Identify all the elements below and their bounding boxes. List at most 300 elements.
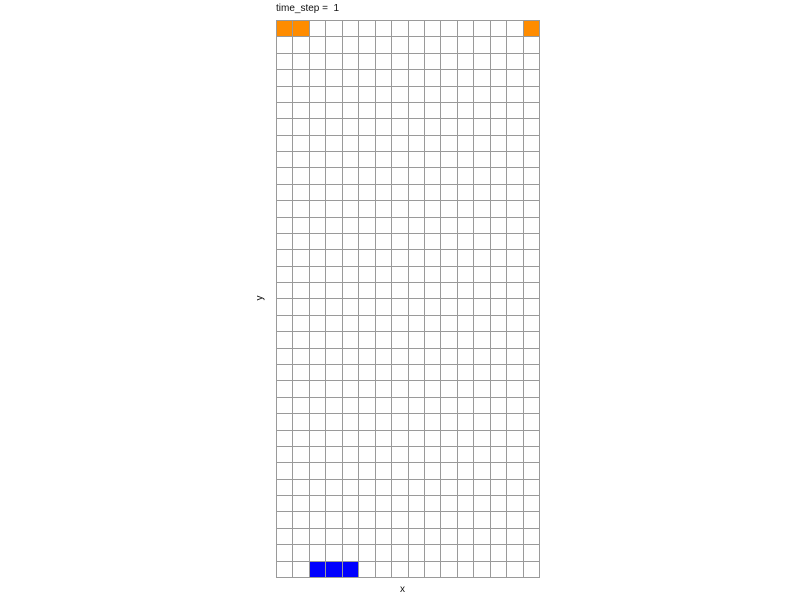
empty-cell xyxy=(507,201,523,217)
empty-cell xyxy=(441,234,457,250)
empty-cell xyxy=(343,480,359,496)
empty-cell xyxy=(524,234,540,250)
empty-cell xyxy=(474,168,490,184)
empty-cell xyxy=(392,152,408,168)
empty-cell xyxy=(326,463,342,479)
empty-cell xyxy=(441,496,457,512)
empty-cell xyxy=(409,447,425,463)
empty-cell xyxy=(343,103,359,119)
empty-cell xyxy=(359,447,375,463)
empty-cell xyxy=(277,37,293,53)
empty-cell xyxy=(392,234,408,250)
empty-cell xyxy=(343,316,359,332)
empty-cell xyxy=(458,496,474,512)
empty-cell xyxy=(359,414,375,430)
empty-cell xyxy=(277,218,293,234)
empty-cell xyxy=(392,136,408,152)
empty-cell xyxy=(277,480,293,496)
empty-cell xyxy=(474,185,490,201)
empty-cell xyxy=(507,349,523,365)
empty-cell xyxy=(343,349,359,365)
empty-cell xyxy=(359,496,375,512)
empty-cell xyxy=(310,365,326,381)
empty-cell xyxy=(376,70,392,86)
empty-cell xyxy=(524,168,540,184)
empty-cell xyxy=(441,316,457,332)
y-axis-label: y xyxy=(254,295,266,301)
empty-cell xyxy=(310,398,326,414)
game-board xyxy=(276,20,540,578)
empty-cell xyxy=(425,414,441,430)
empty-cell xyxy=(359,234,375,250)
empty-cell xyxy=(326,267,342,283)
empty-cell xyxy=(491,463,507,479)
empty-cell xyxy=(507,250,523,266)
empty-cell xyxy=(326,218,342,234)
empty-cell xyxy=(474,463,490,479)
empty-cell xyxy=(524,267,540,283)
empty-cell xyxy=(507,398,523,414)
empty-cell xyxy=(359,119,375,135)
empty-cell xyxy=(326,250,342,266)
empty-cell xyxy=(326,152,342,168)
empty-cell xyxy=(359,218,375,234)
empty-cell xyxy=(392,218,408,234)
empty-cell xyxy=(277,250,293,266)
empty-cell xyxy=(376,381,392,397)
empty-cell xyxy=(343,54,359,70)
empty-cell xyxy=(310,496,326,512)
empty-cell xyxy=(474,431,490,447)
empty-cell xyxy=(425,545,441,561)
empty-cell xyxy=(458,529,474,545)
empty-cell xyxy=(441,562,457,578)
empty-cell xyxy=(491,119,507,135)
empty-cell xyxy=(474,152,490,168)
empty-cell xyxy=(293,201,309,217)
empty-cell xyxy=(293,283,309,299)
empty-cell xyxy=(293,267,309,283)
empty-cell xyxy=(277,103,293,119)
empty-cell xyxy=(392,398,408,414)
empty-cell xyxy=(376,87,392,103)
empty-cell xyxy=(359,152,375,168)
empty-cell xyxy=(376,37,392,53)
orange-block xyxy=(293,21,309,37)
empty-cell xyxy=(524,365,540,381)
empty-cell xyxy=(458,332,474,348)
empty-cell xyxy=(491,529,507,545)
empty-cell xyxy=(491,398,507,414)
empty-cell xyxy=(524,447,540,463)
empty-cell xyxy=(277,349,293,365)
empty-cell xyxy=(392,349,408,365)
empty-cell xyxy=(343,463,359,479)
empty-cell xyxy=(441,283,457,299)
empty-cell xyxy=(343,218,359,234)
empty-cell xyxy=(409,152,425,168)
empty-cell xyxy=(524,87,540,103)
empty-cell xyxy=(474,545,490,561)
empty-cell xyxy=(343,185,359,201)
empty-cell xyxy=(392,267,408,283)
empty-cell xyxy=(507,512,523,528)
empty-cell xyxy=(343,529,359,545)
empty-cell xyxy=(359,21,375,37)
empty-cell xyxy=(310,299,326,315)
empty-cell xyxy=(441,267,457,283)
empty-cell xyxy=(376,562,392,578)
empty-cell xyxy=(359,37,375,53)
empty-cell xyxy=(441,431,457,447)
empty-cell xyxy=(310,250,326,266)
empty-cell xyxy=(293,463,309,479)
empty-cell xyxy=(326,365,342,381)
empty-cell xyxy=(277,332,293,348)
empty-cell xyxy=(491,431,507,447)
empty-cell xyxy=(524,349,540,365)
x-axis-label: x xyxy=(400,584,405,595)
empty-cell xyxy=(507,332,523,348)
empty-cell xyxy=(491,201,507,217)
empty-cell xyxy=(326,447,342,463)
empty-cell xyxy=(491,152,507,168)
empty-cell xyxy=(507,447,523,463)
empty-cell xyxy=(392,21,408,37)
empty-cell xyxy=(474,332,490,348)
empty-cell xyxy=(293,332,309,348)
empty-cell xyxy=(507,463,523,479)
empty-cell xyxy=(376,365,392,381)
empty-cell xyxy=(441,21,457,37)
empty-cell xyxy=(293,136,309,152)
empty-cell xyxy=(376,218,392,234)
empty-cell xyxy=(359,299,375,315)
empty-cell xyxy=(359,398,375,414)
empty-cell xyxy=(491,136,507,152)
empty-cell xyxy=(376,103,392,119)
empty-cell xyxy=(359,168,375,184)
empty-cell xyxy=(326,283,342,299)
empty-cell xyxy=(409,562,425,578)
empty-cell xyxy=(524,545,540,561)
empty-cell xyxy=(376,54,392,70)
empty-cell xyxy=(392,70,408,86)
empty-cell xyxy=(310,119,326,135)
empty-cell xyxy=(474,87,490,103)
empty-cell xyxy=(524,381,540,397)
empty-cell xyxy=(277,87,293,103)
empty-cell xyxy=(524,136,540,152)
empty-cell xyxy=(293,250,309,266)
empty-cell xyxy=(425,201,441,217)
empty-cell xyxy=(376,316,392,332)
empty-cell xyxy=(441,512,457,528)
empty-cell xyxy=(441,54,457,70)
empty-cell xyxy=(326,398,342,414)
empty-cell xyxy=(277,234,293,250)
empty-cell xyxy=(441,37,457,53)
empty-cell xyxy=(392,447,408,463)
empty-cell xyxy=(441,529,457,545)
empty-cell xyxy=(409,316,425,332)
empty-cell xyxy=(524,103,540,119)
empty-cell xyxy=(277,299,293,315)
empty-cell xyxy=(343,267,359,283)
empty-cell xyxy=(293,54,309,70)
empty-cell xyxy=(441,463,457,479)
empty-cell xyxy=(359,529,375,545)
empty-cell xyxy=(474,201,490,217)
empty-cell xyxy=(293,529,309,545)
empty-cell xyxy=(376,299,392,315)
empty-cell xyxy=(293,168,309,184)
empty-cell xyxy=(507,480,523,496)
empty-cell xyxy=(474,218,490,234)
empty-cell xyxy=(507,168,523,184)
empty-cell xyxy=(310,267,326,283)
empty-cell xyxy=(507,54,523,70)
empty-cell xyxy=(392,250,408,266)
empty-cell xyxy=(359,431,375,447)
empty-cell xyxy=(441,168,457,184)
empty-cell xyxy=(392,316,408,332)
empty-cell xyxy=(277,562,293,578)
empty-cell xyxy=(474,283,490,299)
empty-cell xyxy=(293,87,309,103)
empty-cell xyxy=(376,496,392,512)
empty-cell xyxy=(392,332,408,348)
empty-cell xyxy=(409,431,425,447)
empty-cell xyxy=(441,152,457,168)
empty-cell xyxy=(310,512,326,528)
empty-cell xyxy=(458,381,474,397)
empty-cell xyxy=(474,398,490,414)
empty-cell xyxy=(310,201,326,217)
empty-cell xyxy=(293,119,309,135)
empty-cell xyxy=(458,87,474,103)
empty-cell xyxy=(376,201,392,217)
empty-cell xyxy=(441,545,457,561)
empty-cell xyxy=(491,365,507,381)
empty-cell xyxy=(376,283,392,299)
empty-cell xyxy=(474,70,490,86)
empty-cell xyxy=(409,398,425,414)
empty-cell xyxy=(409,480,425,496)
empty-cell xyxy=(376,398,392,414)
empty-cell xyxy=(293,398,309,414)
empty-cell xyxy=(343,496,359,512)
empty-cell xyxy=(458,299,474,315)
empty-cell xyxy=(293,545,309,561)
empty-cell xyxy=(310,381,326,397)
blue-block xyxy=(326,562,342,578)
empty-cell xyxy=(491,218,507,234)
empty-cell xyxy=(474,316,490,332)
empty-cell xyxy=(326,545,342,561)
empty-cell xyxy=(310,185,326,201)
empty-cell xyxy=(343,168,359,184)
empty-cell xyxy=(293,218,309,234)
empty-cell xyxy=(458,463,474,479)
empty-cell xyxy=(425,398,441,414)
empty-cell xyxy=(474,267,490,283)
empty-cell xyxy=(277,119,293,135)
empty-cell xyxy=(376,414,392,430)
empty-cell xyxy=(425,250,441,266)
empty-cell xyxy=(310,136,326,152)
empty-cell xyxy=(376,152,392,168)
empty-cell xyxy=(458,136,474,152)
empty-cell xyxy=(425,37,441,53)
empty-cell xyxy=(326,381,342,397)
empty-cell xyxy=(409,496,425,512)
empty-cell xyxy=(343,431,359,447)
empty-cell xyxy=(441,299,457,315)
empty-cell xyxy=(425,562,441,578)
empty-cell xyxy=(474,234,490,250)
empty-cell xyxy=(441,447,457,463)
empty-cell xyxy=(441,218,457,234)
empty-cell xyxy=(425,447,441,463)
empty-cell xyxy=(507,234,523,250)
empty-cell xyxy=(359,381,375,397)
empty-cell xyxy=(409,545,425,561)
empty-cell xyxy=(474,447,490,463)
empty-cell xyxy=(425,218,441,234)
empty-cell xyxy=(491,447,507,463)
empty-cell xyxy=(491,562,507,578)
empty-cell xyxy=(310,414,326,430)
empty-cell xyxy=(376,250,392,266)
empty-cell xyxy=(376,185,392,201)
empty-cell xyxy=(359,70,375,86)
empty-cell xyxy=(524,463,540,479)
empty-cell xyxy=(310,168,326,184)
empty-cell xyxy=(343,87,359,103)
empty-cell xyxy=(343,234,359,250)
empty-cell xyxy=(376,267,392,283)
empty-cell xyxy=(409,332,425,348)
empty-cell xyxy=(277,398,293,414)
empty-cell xyxy=(293,365,309,381)
empty-cell xyxy=(458,201,474,217)
empty-cell xyxy=(326,185,342,201)
empty-cell xyxy=(326,54,342,70)
empty-cell xyxy=(491,316,507,332)
empty-cell xyxy=(458,283,474,299)
empty-cell xyxy=(524,250,540,266)
empty-cell xyxy=(277,283,293,299)
empty-cell xyxy=(392,496,408,512)
empty-cell xyxy=(409,234,425,250)
empty-cell xyxy=(310,152,326,168)
empty-cell xyxy=(326,496,342,512)
empty-cell xyxy=(507,529,523,545)
empty-cell xyxy=(392,414,408,430)
empty-cell xyxy=(507,299,523,315)
empty-cell xyxy=(277,414,293,430)
empty-cell xyxy=(458,70,474,86)
empty-cell xyxy=(524,529,540,545)
empty-cell xyxy=(326,480,342,496)
empty-cell xyxy=(392,103,408,119)
empty-cell xyxy=(409,463,425,479)
empty-cell xyxy=(277,463,293,479)
time-step-title: time_step = 1 xyxy=(276,3,340,14)
empty-cell xyxy=(359,365,375,381)
empty-cell xyxy=(474,54,490,70)
empty-cell xyxy=(310,463,326,479)
empty-cell xyxy=(507,545,523,561)
empty-cell xyxy=(524,332,540,348)
empty-cell xyxy=(376,21,392,37)
empty-cell xyxy=(293,349,309,365)
empty-cell xyxy=(524,54,540,70)
empty-cell xyxy=(343,545,359,561)
empty-cell xyxy=(524,299,540,315)
empty-cell xyxy=(507,218,523,234)
empty-cell xyxy=(343,201,359,217)
empty-cell xyxy=(491,267,507,283)
empty-cell xyxy=(293,70,309,86)
empty-cell xyxy=(458,562,474,578)
empty-cell xyxy=(474,21,490,37)
empty-cell xyxy=(441,87,457,103)
empty-cell xyxy=(293,152,309,168)
empty-cell xyxy=(376,529,392,545)
empty-cell xyxy=(376,447,392,463)
empty-cell xyxy=(326,87,342,103)
empty-cell xyxy=(458,54,474,70)
empty-cell xyxy=(458,349,474,365)
empty-cell xyxy=(491,54,507,70)
empty-cell xyxy=(277,529,293,545)
empty-cell xyxy=(425,185,441,201)
empty-cell xyxy=(409,381,425,397)
empty-cell xyxy=(441,136,457,152)
empty-cell xyxy=(310,54,326,70)
empty-cell xyxy=(425,234,441,250)
empty-cell xyxy=(425,463,441,479)
empty-cell xyxy=(326,529,342,545)
empty-cell xyxy=(474,381,490,397)
empty-cell xyxy=(507,283,523,299)
empty-cell xyxy=(409,136,425,152)
empty-cell xyxy=(458,103,474,119)
empty-cell xyxy=(277,168,293,184)
empty-cell xyxy=(376,545,392,561)
empty-cell xyxy=(409,512,425,528)
empty-cell xyxy=(491,87,507,103)
empty-cell xyxy=(409,529,425,545)
empty-cell xyxy=(392,299,408,315)
empty-cell xyxy=(474,103,490,119)
empty-cell xyxy=(524,283,540,299)
empty-cell xyxy=(491,349,507,365)
empty-cell xyxy=(458,545,474,561)
empty-cell xyxy=(507,365,523,381)
empty-cell xyxy=(359,545,375,561)
empty-cell xyxy=(310,87,326,103)
empty-cell xyxy=(343,21,359,37)
empty-cell xyxy=(458,119,474,135)
empty-cell xyxy=(376,136,392,152)
empty-cell xyxy=(441,414,457,430)
empty-cell xyxy=(392,431,408,447)
empty-cell xyxy=(425,512,441,528)
empty-cell xyxy=(458,250,474,266)
